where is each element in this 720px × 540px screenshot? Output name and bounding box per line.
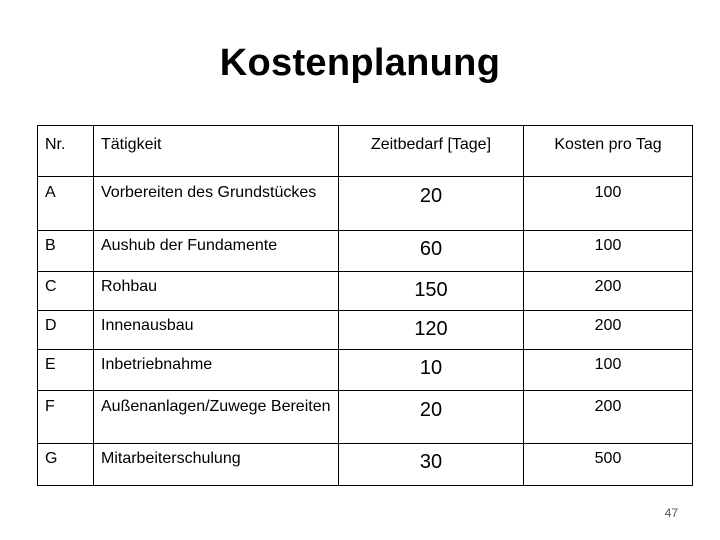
cell-nr [38,311,94,350]
row-taetigkeit: Mitarbeiterschulung [101,450,241,467]
row-taetigkeit: Aushub der Fundamente [101,237,278,254]
header-nr: Nr. [45,136,66,153]
table-row [38,311,693,350]
cell-nr [38,272,94,311]
row-taetigkeit: Innenausbau [101,317,194,334]
header-cell-zeitbedarf [339,126,524,177]
row-zeitbedarf: 150 [414,279,448,301]
header-zeitbedarf: Zeitbedarf [Tage] [370,136,492,153]
cell-zeitbedarf [339,444,524,486]
table-row [38,444,693,486]
table-row [38,272,693,311]
header-cell-kosten [524,126,693,177]
cell-nr [38,231,94,272]
row-kosten: 100 [594,237,622,254]
row-taetigkeit: Außenanlagen/Zuwege Bereiten [101,398,331,415]
cell-nr [38,350,94,391]
row-nr: F [45,398,55,415]
table-row [38,391,693,444]
header-kosten: Kosten pro Tag [554,136,662,153]
row-taetigkeit: Inbetriebnahme [101,356,213,373]
row-kosten: 200 [594,317,622,334]
cell-taetigkeit [94,177,339,231]
row-nr: C [45,278,57,295]
cell-taetigkeit [94,231,339,272]
cell-kosten [524,444,693,486]
row-zeitbedarf: 60 [419,238,443,260]
cell-kosten [524,177,693,231]
cell-taetigkeit [94,444,339,486]
page-title: Kostenplanung [219,42,501,84]
cell-kosten [524,350,693,391]
cell-nr [38,391,94,444]
cell-taetigkeit [94,311,339,350]
row-nr: D [45,317,57,334]
cell-kosten [524,311,693,350]
page-number: 47 [664,506,678,520]
cell-zeitbedarf [339,272,524,311]
table-row [38,231,693,272]
cell-zeitbedarf [339,350,524,391]
cell-taetigkeit [94,391,339,444]
row-nr: A [45,184,56,201]
cell-kosten [524,272,693,311]
row-kosten: 100 [594,184,622,201]
row-nr: B [45,237,56,254]
row-kosten: 100 [594,356,622,373]
row-taetigkeit: Vorbereiten des Grundstückes [101,184,317,201]
row-zeitbedarf: 30 [419,451,443,473]
cell-zeitbedarf [339,177,524,231]
header-cell-nr [38,126,94,177]
row-zeitbedarf: 10 [419,357,443,379]
table-row [38,350,693,391]
row-kosten: 500 [594,450,622,467]
cell-nr [38,177,94,231]
row-nr: E [45,356,56,373]
row-kosten: 200 [594,278,622,295]
table-header-row [38,126,693,177]
cost-table [37,125,693,486]
cell-kosten [524,391,693,444]
cell-kosten [524,231,693,272]
cell-taetigkeit [94,272,339,311]
row-nr: G [45,450,58,467]
header-cell-taetigkeit [94,126,339,177]
cell-zeitbedarf [339,391,524,444]
row-zeitbedarf: 20 [419,399,443,421]
row-kosten: 200 [594,398,622,415]
row-zeitbedarf: 120 [414,318,448,340]
header-taetigkeit: Tätigkeit [101,136,162,153]
cell-zeitbedarf [339,311,524,350]
cell-zeitbedarf [339,231,524,272]
row-taetigkeit: Rohbau [101,278,158,295]
table-row [38,177,693,231]
row-zeitbedarf: 20 [419,185,443,207]
cell-nr [38,444,94,486]
cell-taetigkeit [94,350,339,391]
